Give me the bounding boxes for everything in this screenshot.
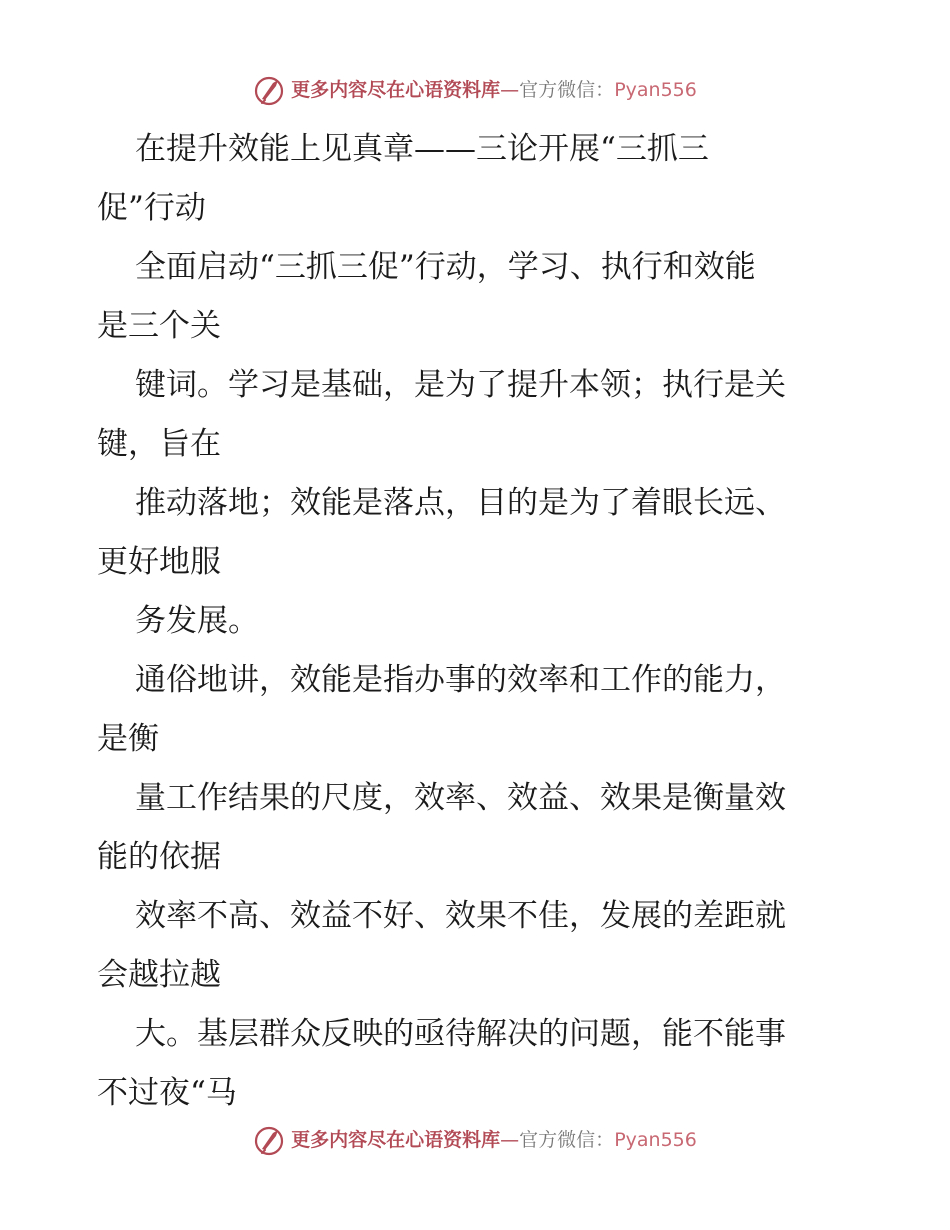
paragraph-line: 更好地服 [97, 544, 221, 580]
document-body [97, 120, 857, 1123]
footer-banner-label: 官方微信： [519, 1128, 615, 1151]
header-banner-label: 官方微信： [519, 78, 615, 101]
paragraph-line: 量工作结果的尺度，效率、效益、效果是衡量效 [135, 780, 786, 816]
paragraph-line: 是三个关 [97, 308, 221, 344]
header-banner-text [291, 78, 697, 101]
paragraph-line: 键词。学习是基础，是为了提升本领；执行是关 [135, 367, 786, 403]
paragraph-line: 全面启动“三抓三促”行动，学习、执行和效能 [135, 249, 756, 285]
quill-pen-logo-icon [253, 1124, 285, 1156]
paragraph-line: 不过夜“马 [97, 1075, 237, 1111]
footer-banner-text [291, 1128, 697, 1151]
footer-banner-dash: — [500, 1128, 520, 1151]
header-banner-title: 更多内容尽在心语资料库 [291, 78, 501, 101]
document-title-line-1: 在提升效能上见真章——三论开展“三抓三 [135, 131, 709, 167]
paragraph-line: 键，旨在 [97, 426, 221, 462]
paragraph-line: 大。基层群众反映的亟待解决的问题，能不能事 [135, 1016, 786, 1052]
header-banner-dash: — [500, 78, 520, 101]
paragraph-line: 是衡 [97, 721, 159, 757]
quill-pen-logo-icon [253, 74, 285, 106]
header-banner [0, 70, 950, 110]
footer-banner [0, 1120, 950, 1160]
document-title-line-2: 促”行动 [97, 190, 206, 226]
footer-banner-title: 更多内容尽在心语资料库 [291, 1128, 501, 1151]
header-banner-wechat-id: Pyan556 [614, 78, 697, 101]
paragraph-line: 会越拉越 [97, 957, 221, 993]
footer-banner-wechat-id: Pyan556 [614, 1128, 697, 1151]
paragraph-line: 效率不高、效益不好、效果不佳，发展的差距就 [135, 898, 786, 934]
paragraph-line: 通俗地讲，效能是指办事的效率和工作的能力， [135, 662, 786, 698]
paragraph-line: 推动落地；效能是落点，目的是为了着眼长远、 [135, 485, 786, 521]
paragraph-line: 务发展。 [135, 603, 259, 639]
paragraph-line: 能的依据 [97, 839, 221, 875]
